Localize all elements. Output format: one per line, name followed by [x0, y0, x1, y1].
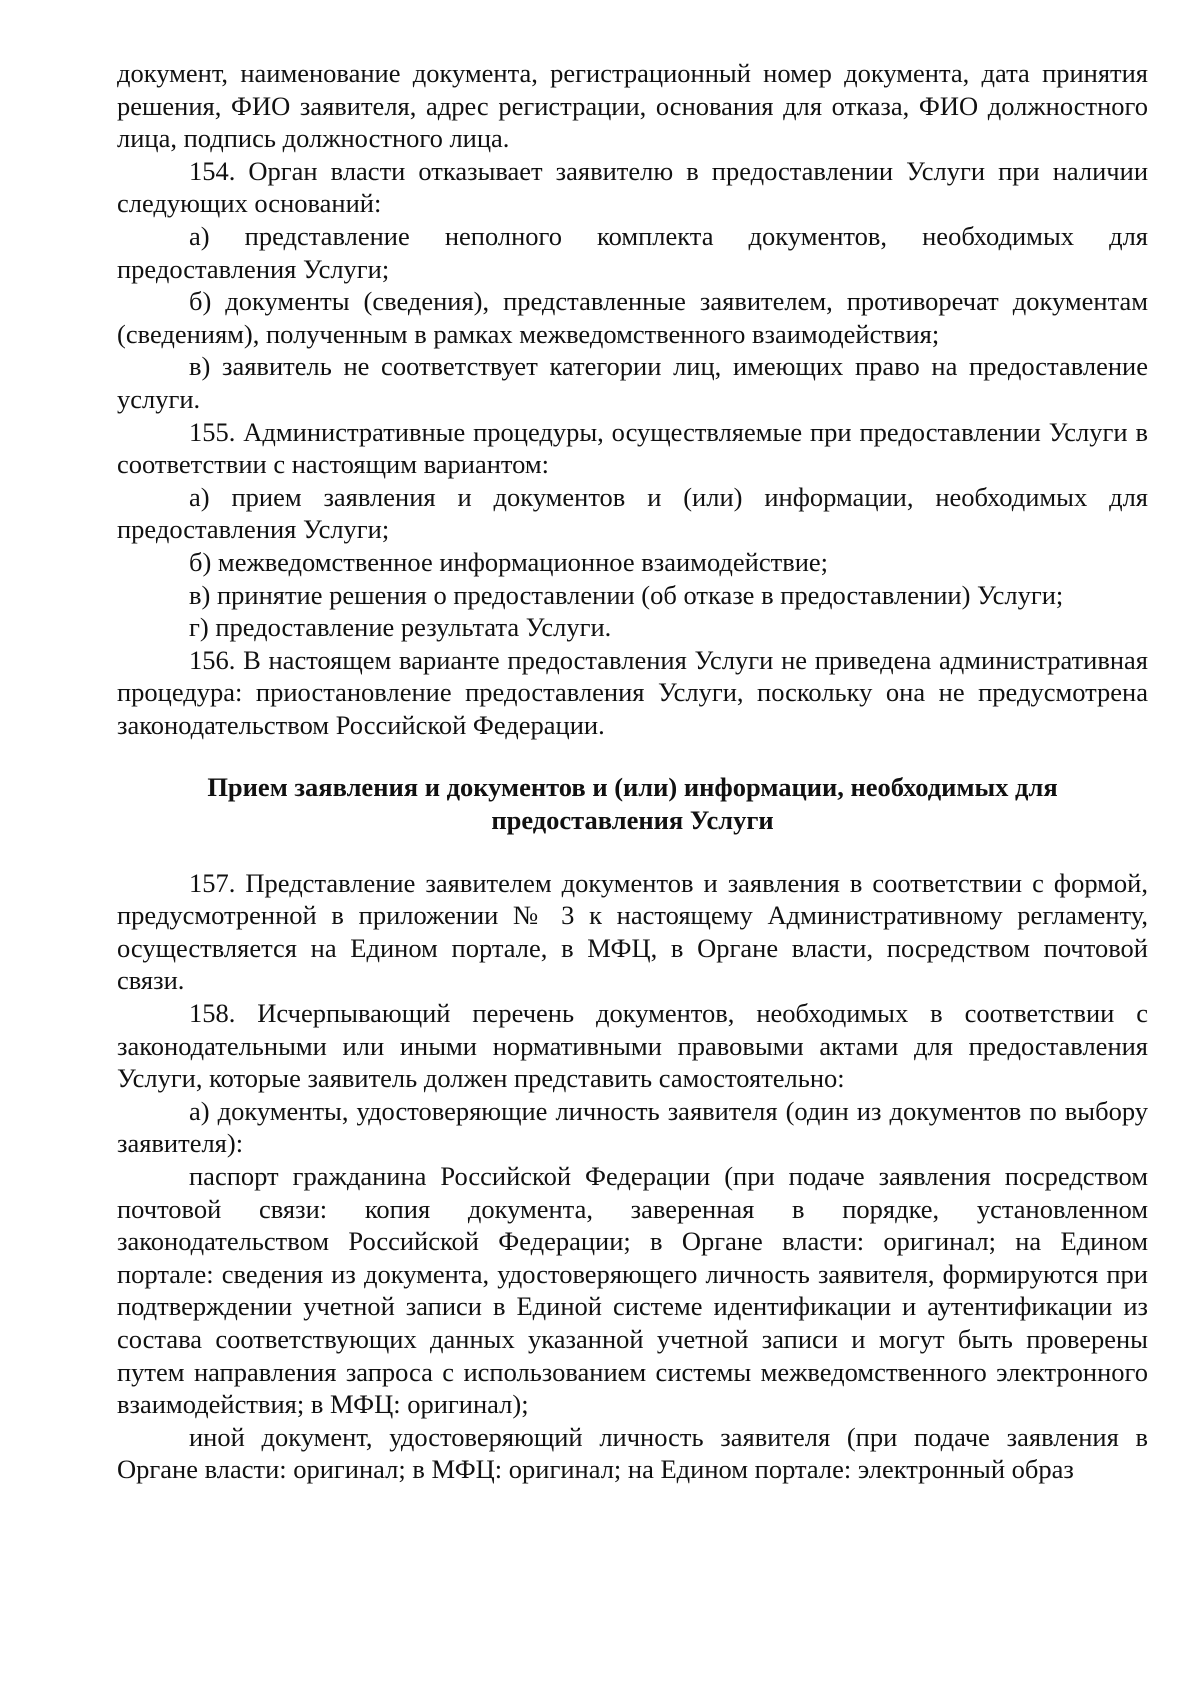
- paragraph-156: 156. В настоящем варианте предоставления Услуги не приведена административная процедура: приостановление предоставления Услуги, поскольку она не предусмотрена законодательством Российской Федерации.: [117, 644, 1148, 740]
- list-item-155-a: а) прием заявления и документов и (или) информации, необходимых для предоставления Услуги;: [117, 481, 1148, 545]
- list-item-154-b: б) документы (сведения), представленные заявителем, противоречат документам (сведениям), полученным в рамках межведомственного взаимодействия;: [117, 286, 1148, 349]
- paragraph-continuation: документ, наименование документа, регистрационный номер документа, дата принятия решения, ФИО заявителя, адрес регистрации, основания для отказа, ФИО должностного лица, подпись должностного лица.: [117, 58, 1148, 154]
- section-heading: [117, 771, 1148, 836]
- list-item-154-a: а) представление неполного комплекта документов, необходимых для предоставления Услуги;: [117, 220, 1148, 284]
- section-heading-line-1: Прием заявления и документов и (или) информации, необходимых для: [207, 772, 1058, 803]
- paragraph-154: 154. Орган власти отказывает заявителю в предоставлении Услуги при наличии следующих оснований:: [117, 155, 1148, 219]
- paragraph-passport: паспорт гражданина Российской Федерации (при подаче заявления посредством почтовой связи: копия документа, заверенная в порядке, установленном законодательством Российской Федерации; в Органе власти: оригинал; на Едином портале: сведения из документа, удостоверяющего личность заявителя, формируются при подтверждении учетной записи в Единой системе идентификации и аутентификации из состава соответствующих данных указанной учетной записи и могут быть проверены путем направления запроса с использованием системы межведомственного электронного взаимодействия; в МФЦ: оригинал);: [117, 1161, 1148, 1420]
- document-page: [117, 57, 1148, 1486]
- list-item-155-d: г) предоставление результата Услуги.: [189, 612, 612, 643]
- paragraph-other-document: иной документ, удостоверяющий личность заявителя (при подаче заявления в Органе власти: оригинал; в МФЦ: оригинал; на Едином портале: электронный образ: [117, 1421, 1148, 1485]
- list-item-155-b: б) межведомственное информационное взаимодействие;: [189, 546, 829, 577]
- paragraph-158: 158. Исчерпывающий перечень документов, необходимых в соответствии с законодательными или иными нормативными правовыми актами для предоставления Услуги, которые заявитель должен представить самостоятельно:: [117, 998, 1148, 1094]
- list-item-154-c: в) заявитель не соответствует категории лиц, имеющих право на предоставление услуги.: [117, 351, 1148, 414]
- list-item-155-c: в) принятие решения о предоставлении (об отказе в предоставлении) Услуги;: [189, 579, 1064, 610]
- list-item-158-a: а) документы, удостоверяющие личность заявителя (один из документов по выбору заявителя):: [117, 1095, 1148, 1159]
- paragraph-155: 155. Административные процедуры, осуществляемые при предоставлении Услуги в соответствии с настоящим вариантом:: [117, 416, 1148, 480]
- section-heading-line-2: предоставления Услуги: [491, 805, 774, 836]
- paragraph-157: 157. Представление заявителем документов и заявления в соответствии с формой, предусмотренной в приложении № 3 к настоящему Административному регламенту, осуществляется на Едином портале, в МФЦ, в Органе власти, посредством почтовой связи.: [117, 867, 1148, 996]
